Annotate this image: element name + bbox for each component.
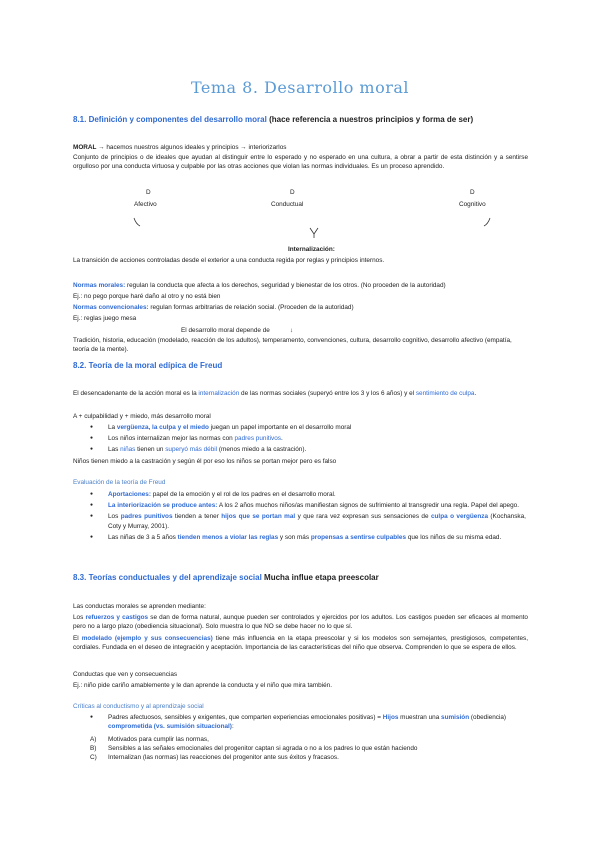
text-run: y son más — [278, 533, 311, 541]
text-run: . — [281, 435, 283, 443]
section-heading-8-2: 8.2. Teoría de la moral edípica de Freud — [73, 361, 223, 370]
text-run: tiene más influencia en la etapa preescolar y si los modelos son semejantes, prestigiosos, competentes, cordiales. Fundada en el deseo de integración y aceptación. Importancia de las características del niño que observa. Comprenden lo que se espera de ellos. — [73, 635, 528, 652]
list-item — [90, 744, 526, 753]
list-item — [90, 423, 526, 432]
depends-text: El desarrollo moral depende de — [181, 327, 270, 334]
dim-label-conductual: Conductual — [271, 201, 304, 208]
section-heading-tail: (hace referencia a nuestros principios y forma de ser) — [266, 115, 474, 124]
highlight: padres punitivos — [234, 435, 282, 443]
list-marker: B) — [90, 745, 97, 753]
normas-convencionales-example: Ej.: reglas juego mesa — [73, 315, 137, 322]
refuerzos-paragraph — [73, 613, 528, 631]
highlight: propensas a sentirse culpables — [310, 533, 407, 541]
highlight: modelado (ejemplo y sus consecuencias) — [81, 635, 213, 642]
evaluation-bullets — [90, 490, 526, 544]
list-marker: C) — [90, 754, 97, 762]
text-run: (Kochanska, Coty y Murray, 2001). — [108, 513, 526, 530]
section-heading-8-3 — [73, 572, 543, 583]
text-run: de las normas sociales (superyó entre los 3 y los 6 años) y el — [239, 390, 416, 397]
criticas-list — [90, 735, 526, 763]
list-item — [90, 512, 526, 530]
list-item — [90, 753, 526, 762]
conduct-intro: Las conductas morales se aprenden mediante: — [73, 603, 206, 610]
list-item — [90, 713, 526, 731]
highlight: La interiorización se produce antes: — [108, 502, 218, 510]
section-number: 8.1. — [73, 115, 89, 124]
text-run: El — [73, 635, 82, 642]
down-arrow-icon: ↓ — [289, 327, 294, 334]
dim-marker-cognitivo: D — [470, 189, 475, 196]
highlight: Hijos — [382, 714, 399, 721]
text-run: se dan de forma natural, aunque pueden ser controlados y ejercidos por los adultos. Los castigos pueden ser eficaces al momento pero no a largo plazo (obediencia situacional). Solo muestra lo que NO se debe hacer no lo que sí. — [73, 614, 528, 631]
text-run: que los niños de su misma edad. — [406, 533, 502, 541]
text-run: (menos miedo a la castración). — [217, 446, 307, 454]
text-run: Los niños internalizan mejor las normas con — [108, 435, 235, 443]
highlight: refuerzos y castigos — [85, 614, 149, 621]
text-run: tienden a tener — [172, 513, 222, 521]
highlight: niñas — [120, 446, 136, 454]
highlight-sentimiento-culpa: sentimiento de culpa — [415, 390, 475, 397]
freud-paragraph — [73, 389, 528, 398]
internalizacion-label: Internalización: — [288, 246, 335, 253]
subheading-evaluacion: Evaluación de la teoría de Freud — [73, 479, 166, 486]
diagram-arrows — [130, 212, 500, 242]
list-item — [90, 501, 526, 510]
highlight: hijos que se portan mal — [221, 513, 296, 521]
highlight: tienden menos a violar las reglas — [177, 533, 279, 541]
section-heading-text: 8.3. Teorías conductuales y del aprendizaje social — [73, 573, 262, 582]
dim-label-cognitivo: Cognitivo — [459, 201, 486, 208]
normas-morales-example: Ej.: no pego porque haré daño al otro y no está bien — [73, 293, 221, 300]
list-item-text: Motivados para cumplir las normas, — [108, 736, 209, 743]
text-run: juegan un papel importante en el desarrollo moral — [208, 424, 352, 431]
highlight: comprometida (vs. sumisión situacional) — [108, 723, 232, 731]
section-heading-8-1 — [73, 114, 543, 125]
normas-morales-def: regulan la conducta que afecta a los derechos, seguridad y bienestar de los otros. (No proceden de la autoridad) — [125, 282, 446, 289]
text-run: tienen un — [135, 446, 166, 454]
dim-marker-afectivo: D — [146, 189, 151, 196]
text-run: y que rara vez expresan sus sensaciones de — [295, 513, 431, 521]
normas-convencionales-def: regulan formas arbitrarias de relación social. (Proceden de la autoridad) — [148, 304, 354, 311]
list-item-text: Sensibles a las señales emocionales del progenitor captan si agrada o no a los padres lo que están haciendo — [108, 745, 418, 753]
highlight: culpa o vergüenza — [430, 513, 489, 521]
section-heading-tail: Mucha influe etapa preescolar — [261, 573, 379, 582]
text-run: muestran una — [398, 714, 442, 721]
page-title: Tema 8. Desarrollo moral — [190, 78, 410, 97]
subheading-criticas: Críticas al conductismo y al aprendizaje social — [73, 703, 204, 710]
text-run: (obediencia) — [469, 714, 507, 721]
highlight: padres punitivos — [120, 513, 173, 521]
dim-label-afectivo: Afectivo — [134, 201, 157, 208]
curve-left-icon — [134, 218, 140, 226]
curve-right-icon — [484, 218, 490, 226]
list-item — [90, 735, 526, 744]
freud-note: Niños tienen miedo a la castración y según él por eso los niños se portan mejor pero es falso — [73, 458, 337, 465]
factors-paragraph: Tradición, historia, educación (modelado, reacción de los adultos), temperamento, convenciones, cultura, desarrollo cognitivo, desarrollo afectivo (empatía, teoría de la mente). — [73, 337, 512, 354]
conduct-line-1: Conductas que ven y consecuencias — [73, 671, 178, 678]
section-heading-text: Definición y componentes del desarrollo moral — [88, 115, 267, 124]
list-item-text: Internalizan (las normas) las reacciones del progenitor ante sus éxitos y fracasos. — [108, 754, 339, 762]
text-run: Las — [108, 446, 121, 454]
normas-convencionales-line — [73, 303, 528, 312]
moral-paragraph: Conjunto de principios o de ideales que ayudan al distinguir entre lo esperado y no esperado en una cultura, a obrar a partir de esta distinción y a sentirse orgulloso por una conducta virtuosa y culpable por las otras acciones que violan las normas individuales. Es un proceso aprendido. — [73, 154, 528, 171]
highlight: vergüenza, la culpa y el miedo — [116, 424, 209, 431]
conduct-line-2: Ej.: niño pide cariño amablemente y le dan aprende la conducta y el niño que mira también. — [73, 682, 332, 689]
text-run: papel de la emoción y el rol de los padres en el desarrollo moral. — [150, 491, 336, 498]
text-run: Los — [73, 614, 86, 621]
text-run: Las niñas de 3 a 5 años — [108, 533, 178, 541]
highlight: Aportaciones: — [108, 491, 151, 498]
list-item — [90, 434, 526, 443]
internalizacion-def: La transición de acciones controladas desde el exterior a una conducta regida por reglas y principios internos. — [73, 257, 385, 264]
text-run: . — [474, 390, 477, 397]
highlight: sumisión — [441, 714, 470, 721]
list-item — [90, 533, 526, 542]
list-item — [90, 445, 526, 454]
freud-formula: A + culpabilidad y + miedo, más desarrollo moral — [73, 413, 211, 420]
list-item — [90, 490, 526, 499]
text-run: La — [108, 424, 117, 431]
depends-line — [181, 326, 293, 335]
normas-morales-label: Normas morales: — [73, 282, 126, 289]
text-run: Padres afectuosos, sensibles y exigentes, que comparten experiencias emocionales positivas) = — [108, 714, 383, 721]
normas-convencionales-label: Normas convencionales: — [73, 304, 149, 311]
text-run: El desencadenante de la acción moral es la — [73, 390, 199, 397]
freud-bullets — [90, 423, 526, 457]
list-marker: A) — [90, 736, 97, 743]
highlight-internalizacion: internalización — [198, 390, 240, 397]
criticas-bullets — [90, 713, 526, 733]
moral-def: → hacemos nuestros algunos ideales y principios → interiorizarlos — [96, 144, 287, 151]
modelado-paragraph — [73, 634, 528, 652]
text-run: : — [231, 723, 234, 731]
text-run: Los — [108, 513, 121, 521]
dim-marker-conductual: D — [290, 189, 295, 196]
merge-arrow-icon — [310, 228, 318, 238]
text-run: A los 2 años muchos niños/as manifiestan signos de sufrimiento al transgredir una regla. Papel del apego. — [217, 502, 519, 510]
normas-morales-line — [73, 281, 528, 290]
moral-label: MORAL — [73, 144, 97, 151]
moral-definition-line — [73, 143, 528, 152]
highlight: superyó más débil — [165, 446, 218, 454]
